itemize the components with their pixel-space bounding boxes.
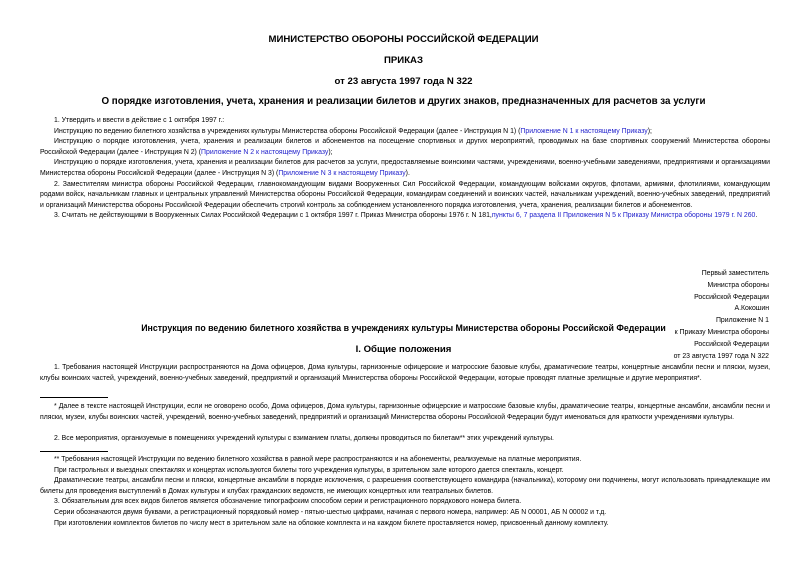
appendix-ref: к Приказу Министра обороны (674, 328, 769, 336)
order-paragraph: Инструкцию о порядке изготовления, учета, хранения и реализации билетов и абонементов на посещение спортивных и других мероприятий, проводимых на базе спортивных сооружений Министерства обороны Российской Федерации (далее - Инструкция N 2) (Приложение N 2 к настоящему Приказу); (40, 138, 770, 156)
order-paragraph: 2. Заместителям министра обороны Российской Федерации, главнокомандующим видами Вооруженных Сил Российской Федерации, командующим войсками округов, флотами, армиями, флотилиями, командующим родами войск, начальникам главных и центральных управлений Министерства обороны Российской Федерации, командирам соединений и воинских частей, начальникам учреждений, военно-учебных заведений, предприятий и организаций Министерства обороны Российской Федерации обеспечить строгий контроль за соблюдением установленного порядка изготовления, учета, хранения, реализации билетов и абонементов. (40, 180, 770, 209)
order-type-heading: ПРИКАЗ (384, 55, 423, 66)
footnote: * Далее в тексте настоящей Инструкции, если не оговорено особо, Дома офицеров, Дома культуры, гарнизонные офицерские и матросские базовые клубы, драматические театры, концертные ансамбли, ансамбли песни и пляски, музеи, клубы воинских частей, учреждений, военно-учебных заведений, предприятий и организаций Министерства обороны Российской Федерации будут именоваться для краткости учреждениями культуры. (40, 403, 770, 421)
order-paragraph: Инструкцию по ведению билетного хозяйства в учреждениях культуры Министерства обороны Российской Федерации (далее - Инструкция N 1) (Приложение N 1 к настоящему Приказу); (54, 127, 652, 135)
instruction-paragraph: Серии обозначаются двумя буквами, а регистрационный порядковый номер - пятью-шестью цифрами, начиная с первого номера, например: АБ N 00001, АБ N 00002 и т.д. (54, 508, 607, 516)
instruction-paragraph: Драматические театры, ансамбли песни и пляски, концертные ансамбли в порядке исключения, с разрешения соответствующего командира (начальника), которому они подчинены, могут использовать принадлежащие им билеты для проведения выступлений в Домах культуры и клубах гражданских ведомств, не имеющих концертных или театральных билетов. (40, 477, 770, 495)
appendix-label: Приложение N 1 (715, 317, 769, 325)
footnote-divider (40, 397, 108, 398)
instruction-body (40, 363, 770, 384)
signature-line: Министра обороны (707, 281, 769, 289)
footnote-divider (40, 451, 108, 452)
instruction-paragraph: 3. Обязательным для всех видов билетов является обозначение типографским способом серии и регистрационного порядкового номера билета. (54, 498, 522, 506)
instruction-body (40, 434, 770, 445)
order-paragraph: Инструкцию о порядке изготовления, учета, хранения и реализации билетов для расчетов за услуги, предоставляемые воинскими частями, учреждениями, военно-учебными заведениями, предприятиями и организациями Министерства обороны Российской Федерации (далее - Инструкция N 3) (Приложение N 3 к настоящему Приказу). (40, 159, 770, 177)
appendix-2-link[interactable]: Приложение N 2 к настоящему Приказу (201, 148, 329, 156)
order-subject: О порядке изготовления, учета, хранения и реализации билетов и других знаков, предназначенных для расчетов за услуги (101, 96, 706, 107)
appendix-date: от 23 августа 1997 года N 322 (673, 352, 769, 360)
instruction-paragraph: При изготовлении комплектов билетов по числу мест в зрительном зале на обложке комплекта и на каждом билете проставляется номер, присвоенный данному комплекту. (54, 519, 609, 527)
order-body (40, 116, 770, 222)
appendix-3-link[interactable]: Приложение N 3 к настоящему Приказу (278, 169, 406, 177)
order-paragraph: 3. Считать не действующими в Вооруженных Силах Российской Федерации с 1 октября 1997 г. Приказ Министра обороны 1976 г. N 181,пункты 6, 7 раздела II Приложения N 5 к Приказу Министра обороны 1979 г. N 260. (54, 212, 758, 220)
signature-name: А.Кокошин (734, 305, 769, 313)
signature-line: Российской Федерации (694, 293, 769, 301)
footnote-block (40, 402, 770, 423)
order-1979-link[interactable]: пункты 6, 7 раздела II Приложения N 5 к Приказу Министра обороны 1979 г. N 260 (491, 212, 756, 220)
instruction-paragraph: 2. Все мероприятия, организуемые в помещениях учреждений культуры с взиманием платы, должны проводиться по билетам** этих учреждений культуры. (54, 435, 554, 442)
appendix-1-link[interactable]: Приложение N 1 к настоящему Приказу (520, 127, 648, 135)
appendix-ref: Российской Федерации (694, 340, 769, 348)
instruction-title: Инструкция по ведению билетного хозяйства в учреждениях культуры Министерства обороны Российской Федерации (141, 323, 666, 333)
section-title: I. Общие положения (355, 344, 452, 355)
order-paragraph: 1. Утвердить и ввести в действие с 1 октября 1997 г.: (54, 117, 225, 124)
instruction-paragraph: При гастрольных и выездных спектаклях и концертах используются билеты того учреждения культуры, в зрительном зале которого дается спектакль, концерт. (54, 466, 564, 474)
instruction-paragraph: 1. Требования настоящей Инструкции распространяются на Дома офицеров, Дома культуры, гарнизонные офицерские и матросские базовые клубы, драматические театры, концертные ансамбли песни и пляски, музеи, клубы воинских частей, учреждений, военно-учебных заведений, предприятий и организаций Министерства обороны Российской Федерации, которые проводят платные зрелищные и другие мероприятия*. (40, 364, 770, 382)
instruction-body (40, 455, 770, 529)
footnote: ** Требования настоящей Инструкции по ведению билетного хозяйства в равной мере распространяются и на абонементы, реализуемые на платные мероприятия. (54, 456, 582, 463)
signature-line: Первый заместитель (701, 270, 769, 277)
order-date-number: от 23 августа 1997 года N 322 (334, 76, 473, 87)
ministry-heading: МИНИСТЕРСТВО ОБОРОНЫ РОССИЙСКОЙ ФЕДЕРАЦИИ (268, 34, 539, 45)
